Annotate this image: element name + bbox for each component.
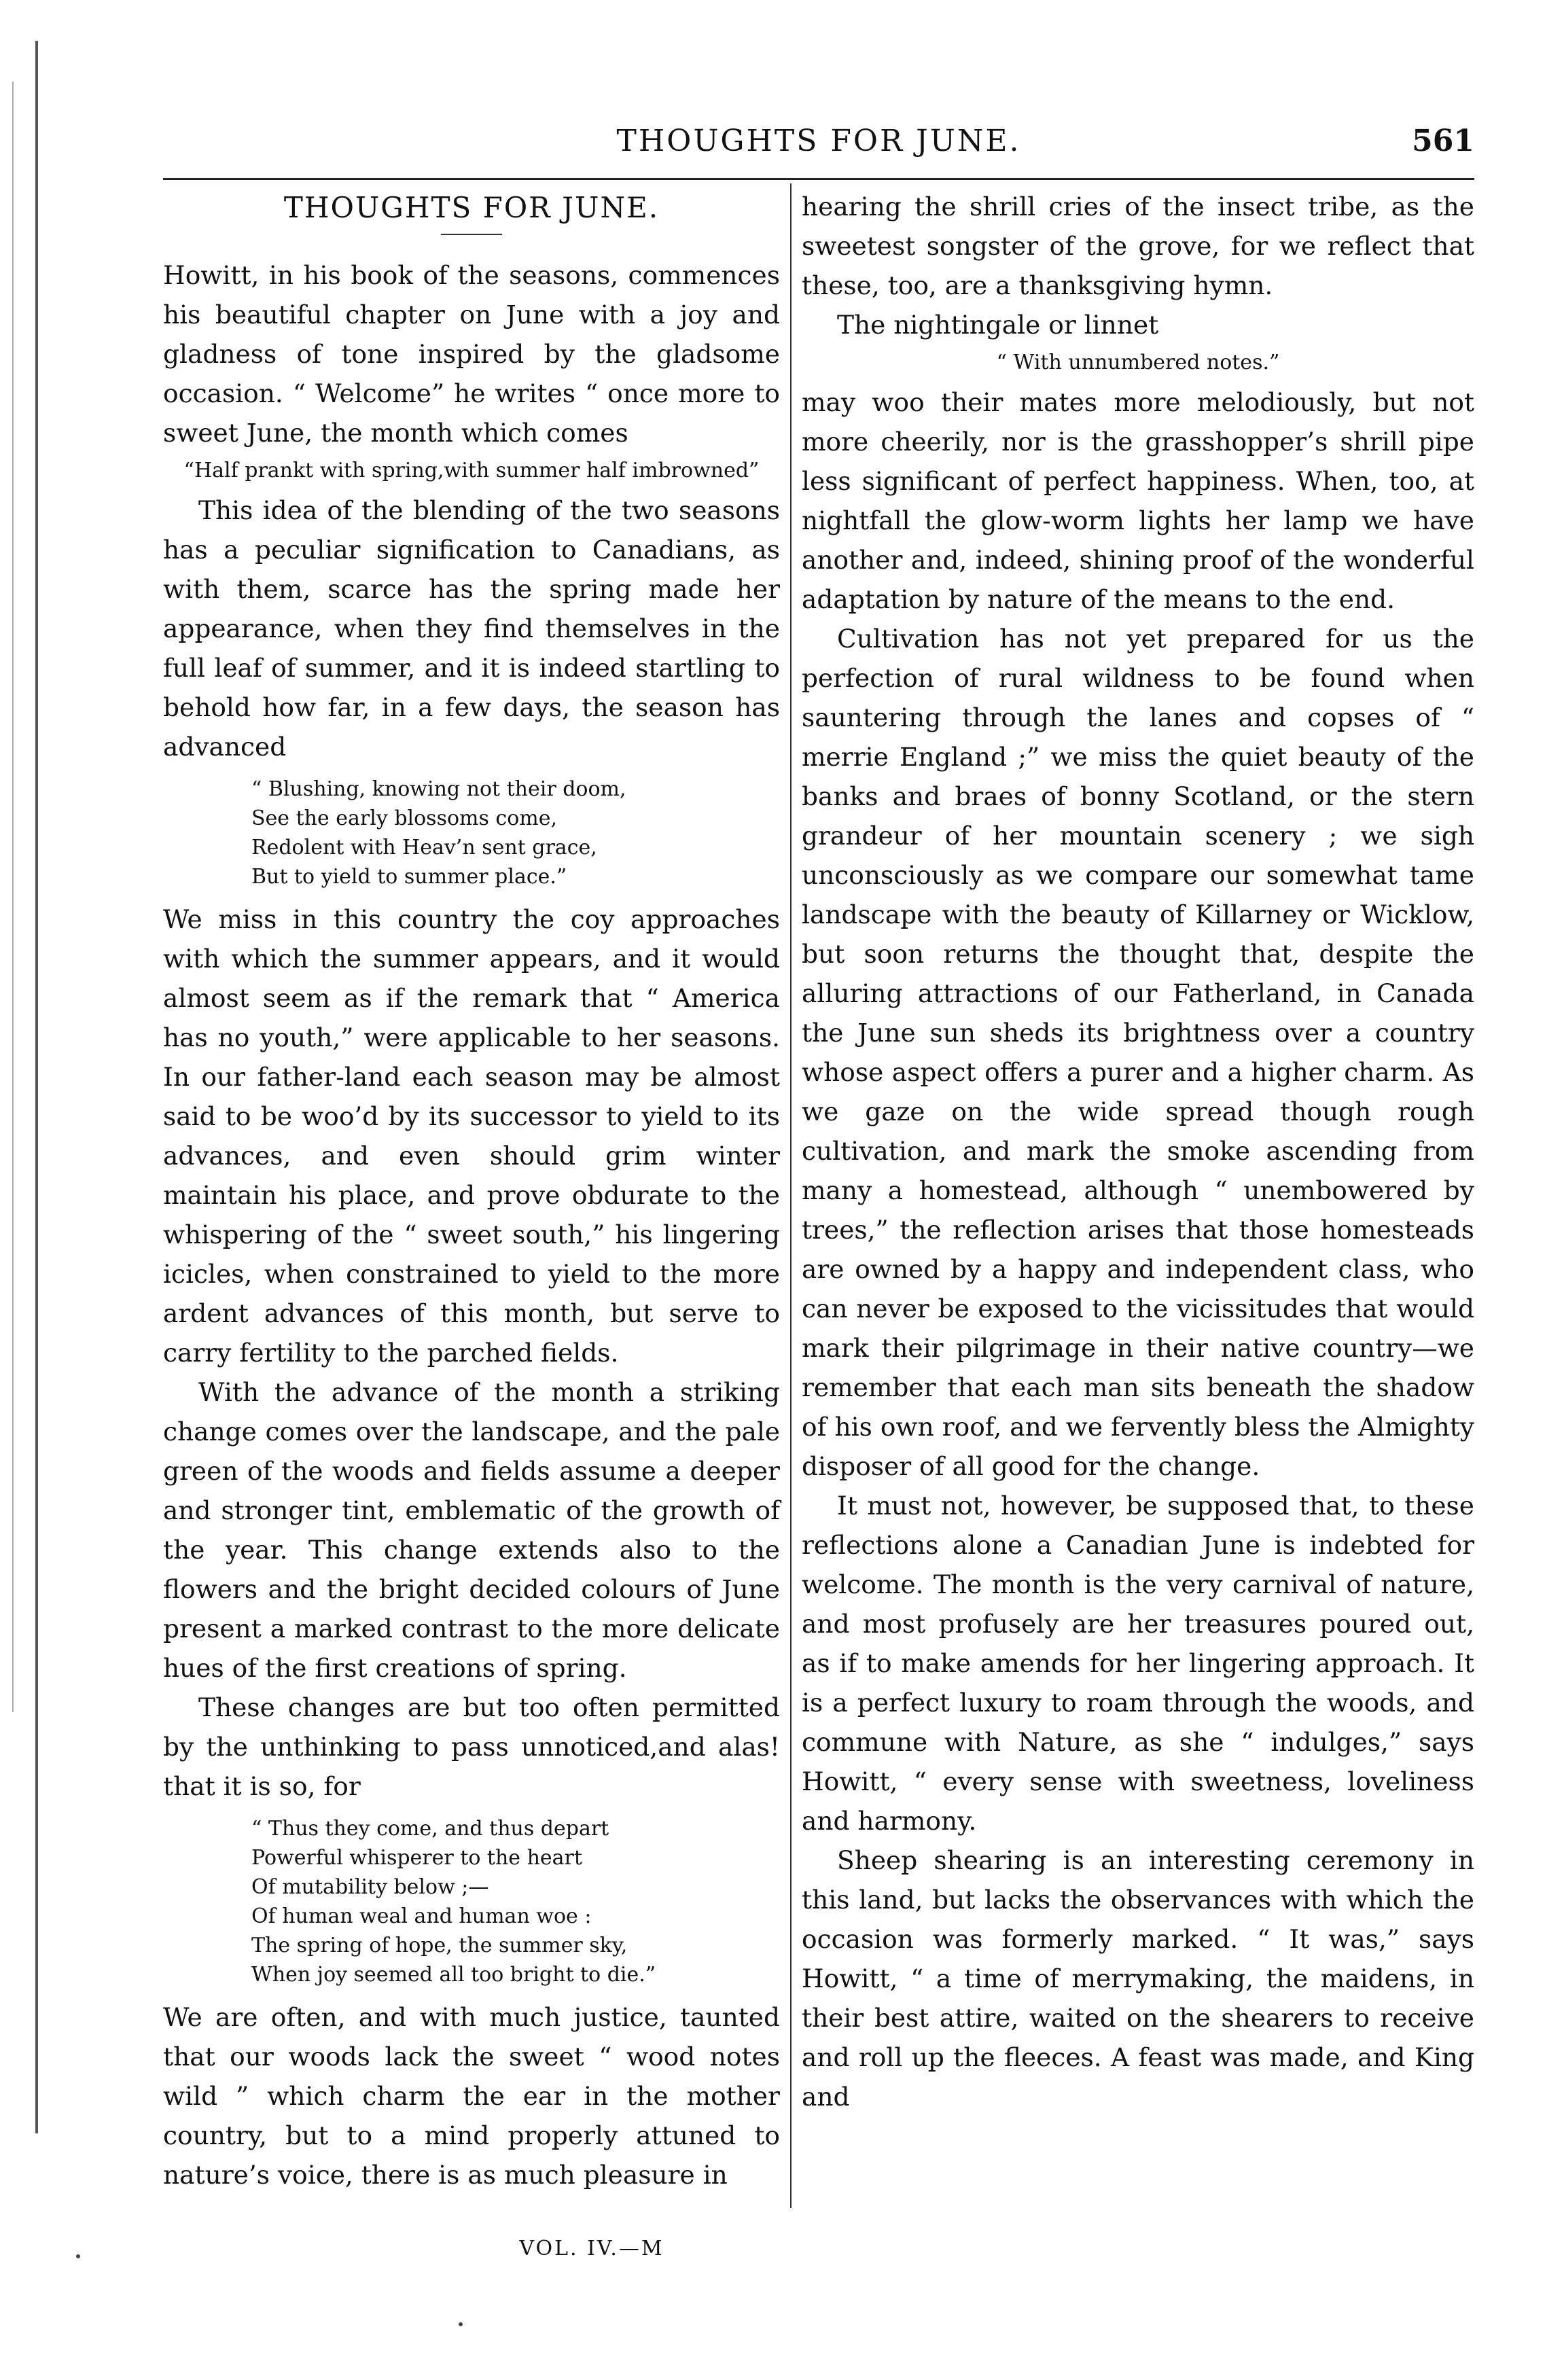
verse-line: “ Thus they come, and thus depart [251, 1817, 609, 1841]
verse-line: Of human weal and human woe : [251, 1904, 592, 1928]
running-head [163, 121, 1474, 168]
verse-line: Redolent with Heav’n sent grace, [251, 836, 597, 859]
scan-edge-shadow-faint [12, 82, 14, 1712]
page-number: 561 [1412, 124, 1474, 158]
signature-mark [0, 2237, 1564, 2260]
paragraph: Cultivation has not yet prepared for us the perfection of rural wildness to be found when sauntering through the lanes and copses of “ merrie England ;” we miss the quiet beauty of the banks and braes of bonny Scotland, or the stern grandeur of her mountain scenery ; we sigh unconsciously as we compare our somewhat tame landscape with the beauty of Killarney or Wicklow, but soon returns the thought that, despite the alluring attractions of our Fatherland, in Canada the June sun sheds its brightness over a country whose aspect offers a purer and a higher charm. As we gaze on the wide spread though rough cultivation, and mark the smoke ascending from many a homestead, although “ unembowered by trees,” the reflection arises that those homesteads are owned by a happy and independent class, who can never be exposed to the vicissitudes that would mark their pilgrimage in their native country—we remember that each man sits beneath the shadow of his own roof, and we fervently bless the Almighty disposer of all good for the change. [802, 624, 1474, 1481]
paragraph: With the advance of the month a striking change comes over the landscape, and the pale green of the woods and fields assume a deeper and stronger tint, emblematic of the growth of the year. This change extends also to the flowers and the bright decided colours of June present a marked contrast to the more delicate hues of the first creations of spring. [163, 1377, 780, 1683]
right-column [802, 187, 1474, 2116]
paragraph: These changes are but too often permitted by the unthinking to pass unnoticed,and alas! that it is so, for [163, 1692, 780, 1801]
paragraph: may woo their mates more melodiously, but not more cheerily, nor is the grasshopper’s shrill pipe less significant of perfect happiness. When, too, at nightfall the glow-worm lights her lamp we have another and, indeed, shining proof of the wonderful adaptation by nature of the means to the end. [802, 387, 1474, 614]
paragraph: This idea of the blending of the two seasons has a peculiar signification to Canadians, as with them, scarce has the spring made her appearance, when they find themselves in the full leaf of summer, and it is indeed startling to behold how far, in a few days, the season has advanced [163, 495, 780, 762]
paragraph: It must not, however, be supposed that, to these reflections alone a Canadian June is indebted for welcome. The month is the very carnival of nature, and most profusely are her treasures poured out, as if to make amends for her lingering approach. It is a perfect luxury to roam through the woods, and commune with Nature, as she “ indulges,” says Howitt, “ every sense with sweetness, loveliness and harmony. [802, 1491, 1474, 1836]
left-column [163, 187, 780, 2195]
running-head-title: THOUGHTS FOR JUNE. [616, 124, 1021, 158]
paragraph: Sheep shearing is an interesting ceremony in this land, but lacks the observances with which the occasion was formerly marked. “ It was,” says Howitt, “ a time of merrymaking, the maidens, in their best attire, waited on the shearers to receive and roll up the fleeces. A feast was made, and King and [802, 1845, 1474, 2112]
verse-quote [251, 1814, 780, 1989]
title-rule [441, 234, 502, 235]
signature-text: VOL. IV.—M [519, 2237, 664, 2260]
verse-line: Of mutability below ;— [251, 1875, 489, 1899]
paragraph: We are often, and with much justice, taunted that our woods lack the sweet “ wood notes wild ” which charm the ear in the mother country, but to a mind properly attuned to nature’s voice, there is as much pleasure in [163, 2002, 780, 2190]
verse-line: Powerful whisperer to the heart [251, 1846, 582, 1870]
paragraph: We miss in this country the coy approaches with which the summer appears, and it would almost seem as if the remark that “ America has no youth,” were applicable to her seasons. In our father-land each season may be almost said to be woo’d by its successor to yield to its advances, and even should grim winter maintain his place, and prove obdurate to the whispering of the “ sweet south,” his lingering icicles, when constrained to yield to the more ardent advances of this month, but serve to carry fertility to the parched fields. [163, 904, 780, 1368]
scan-speck [76, 2254, 80, 2258]
article-title: THOUGHTS FOR JUNE. [283, 191, 660, 224]
paragraph: hearing the shrill cries of the insect tribe, as the sweetest songster of the grove, for we reflect that these, too, are a thanksgiving hymn. [802, 192, 1474, 300]
verse-line: When joy seemed all too bright to die.” [251, 1963, 656, 1987]
column-divider [790, 183, 792, 2208]
verse-line: The spring of hope, the summer sky, [251, 1934, 628, 1957]
scan-edge-shadow [35, 41, 38, 2133]
paragraph: Howitt, in his book of the seasons, commences his beautiful chapter on June with a joy and gladness of tone inspired by the gladsome occasion. “ Welcome” he writes “ once more to sweet June, the month which comes [163, 260, 780, 448]
verse-line: “ Blushing, knowing not their doom, [251, 777, 626, 801]
verse-line: But to yield to summer place.” [251, 865, 567, 889]
paragraph: The nightingale or linnet [837, 310, 1159, 340]
header-rule [163, 178, 1474, 180]
inline-quote: “Half prankt with spring,with summer half imbrowned” [183, 459, 760, 482]
scan-speck [459, 2322, 463, 2326]
verse-quote [251, 775, 780, 891]
verse-line: See the early blossoms come, [251, 806, 558, 830]
inline-quote: “ With unnumbered notes.” [996, 351, 1280, 374]
